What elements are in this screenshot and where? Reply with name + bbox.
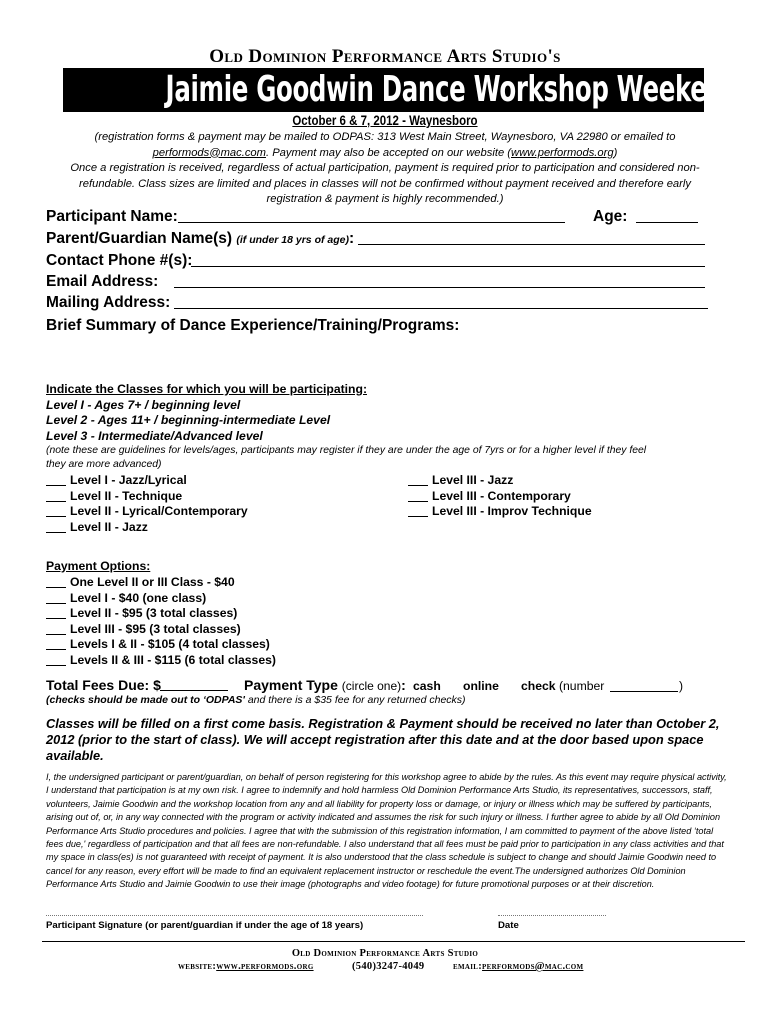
intro-website-link[interactable]: www.performods.org — [511, 146, 614, 159]
signature-label: Participant Signature (or parent/guardian if under the age of 18 years) — [46, 920, 364, 931]
footer-website-link[interactable]: www.performods.org — [216, 961, 314, 972]
footer-divider — [42, 941, 745, 942]
class-checkbox[interactable] — [408, 485, 428, 486]
payment-checkbox[interactable] — [46, 587, 66, 588]
class-option[interactable]: Level I - Jazz/Lyrical — [46, 473, 187, 487]
class-checkbox[interactable] — [46, 532, 66, 533]
intro-text: (registration forms & payment may be mailed to ODPAS: 313 West Main Street, Waynesboro, VA 22980 or emailed to performods@mac.com. Payment may also be accepted on our website (www.performods.org) Once a registration is received, regardless of actual participation, payment is required prior to participation and considered non-refundable. Class sizes are limited and places in classes will not be confirmed without payment received and therefore early registration & payment is highly recommended.) — [70, 131, 700, 205]
payment-option[interactable]: Levels II & III - $115 (6 total classes) — [46, 653, 276, 667]
check-number-field[interactable] — [610, 691, 678, 692]
level-guide-2: Level 2 - Ages 11+ / beginning-intermediate Level — [46, 413, 331, 427]
footer-email: email:performods@mac.com — [453, 961, 584, 972]
class-option[interactable]: Level III - Jazz — [408, 473, 513, 487]
class-checkbox[interactable] — [408, 516, 428, 517]
payment-option[interactable]: Level II - $95 (3 total classes) — [46, 606, 237, 620]
class-option[interactable]: Level II - Lyrical/Contemporary — [46, 504, 248, 518]
class-checkbox[interactable] — [408, 501, 428, 502]
class-option[interactable]: Level II - Jazz — [46, 520, 148, 534]
payment-option[interactable]: Level III - $95 (3 total classes) — [46, 622, 241, 636]
payment-checkbox[interactable] — [46, 634, 66, 635]
classes-heading: Indicate the Classes for which you will be participating: — [46, 382, 367, 396]
class-checkbox[interactable] — [46, 485, 66, 486]
phone-label: Contact Phone #(s): — [46, 252, 193, 269]
footer-phone: (540)3247-4049 — [352, 961, 425, 972]
payment-option[interactable]: Level I - $40 (one class) — [46, 591, 206, 605]
payment-checkbox[interactable] — [46, 618, 66, 619]
age-label: Age: — [593, 208, 628, 225]
online-option[interactable]: online — [463, 679, 499, 693]
class-option[interactable]: Level III - Contemporary — [408, 489, 571, 503]
guardian-label: Parent/Guardian Name(s) (if under 18 yrs of age): — [46, 230, 355, 247]
total-fees-field[interactable] — [160, 690, 228, 691]
payment-checkbox[interactable] — [46, 665, 66, 666]
phone-field[interactable] — [191, 266, 705, 267]
date-label: Date — [498, 920, 519, 931]
deadline-notice: Classes will be filled on a first come basis. Registration & Payment should be received no later than October 2, 2012 (prior to the start of class). We will accept registration after this date and at the door based upon space available. — [46, 716, 720, 763]
date-field[interactable] — [498, 915, 606, 916]
workshop-title-banner — [63, 68, 741, 112]
check-option[interactable]: check (number — [521, 679, 605, 693]
cash-option[interactable]: cash — [413, 679, 441, 693]
participant-name-field[interactable] — [178, 222, 565, 223]
intro-email-link[interactable]: performods@mac.com — [152, 146, 266, 159]
signature-field[interactable] — [46, 915, 423, 916]
class-checkbox[interactable] — [46, 501, 66, 502]
class-option[interactable]: Level III - Improv Technique — [408, 504, 592, 518]
check-close-paren: ) — [679, 679, 684, 693]
class-checkbox[interactable] — [46, 516, 66, 517]
payment-type-label: Payment Type (circle one): — [244, 677, 406, 693]
level-guide-1: Level I - Ages 7+ / beginning level — [46, 398, 241, 412]
check-note: (checks should be made out to ‘ODPAS' and there is a $35 fee for any returned checks) — [46, 694, 466, 706]
event-date: October 6 & 7, 2012 - Waynesboro — [292, 112, 478, 128]
mailing-label: Mailing Address: — [46, 294, 171, 311]
participant-name-label: Participant Name: — [46, 208, 178, 225]
guardian-field[interactable] — [358, 244, 705, 245]
level-guide-3: Level 3 - Intermediate/Advanced level — [46, 429, 263, 443]
email-field[interactable] — [174, 287, 705, 288]
payment-option[interactable]: One Level II or III Class - $40 — [46, 575, 235, 589]
email-label: Email Address: — [46, 273, 159, 290]
payment-heading: Payment Options: — [46, 559, 151, 573]
footer-studio: Old Dominion Performance Arts Studio — [291, 948, 479, 959]
payment-option[interactable]: Levels I & II - $105 (4 total classes) — [46, 637, 270, 651]
studio-title: Old Dominion Performance Arts Studio's — [209, 46, 561, 67]
footer-email-link[interactable]: performods@mac.com — [482, 961, 584, 972]
payment-checkbox[interactable] — [46, 603, 66, 604]
class-option[interactable]: Level II - Technique — [46, 489, 182, 503]
experience-label: Brief Summary of Dance Experience/Training/Programs: — [46, 317, 460, 334]
total-fees-label: Total Fees Due: $ — [46, 677, 161, 693]
age-field[interactable] — [636, 222, 698, 223]
levels-note: (note these are guidelines for levels/ages, participants may register if they are under the age of 7yrs or for a higher level if they feel they are more advanced) — [46, 445, 647, 470]
liability-waiver: I, the undersigned participant or parent/guardian, on behalf of person registering for this workshop agree to abide by the rules. As this event may require physical activity, I understand that participation is at my own risk. I agree to indemnify and hold harmless Old Dominion Performance Arts Studio, its representatives, successors, staff, volunteers, Jaimie Goodwin and the workshop location from any and all liability for property loss or damage, or injury or illness which may be suffered by participants, arising out of, or, in any way connected with the program or activity indicated and assumes the risk for such injury or illness. I further agree to abide by all Old Dominion Performance Arts Studio procedures and policies. I agree that with the submission of this registration information, I am committed to payment of the above listed ‘total fees due,' regardless of participation and that all fees are non-refundable. I also understand that all fees must be paid prior to participation in any class activities and that my space in class(es) is not guaranteed with receipt of payment. It is also understood that the class schedule is subject to change and should Jaimie Goodwin need to cancel for any reason, every effort will be made to find an equivalent replacement instructor or reschedule the event.The undersigned authorizes Old Dominion Performance Arts Studio and Jaimie Goodwin to use their image (photographs and video footage) for future promotional purposes or at their discretion. — [46, 772, 727, 890]
mailing-field[interactable] — [174, 308, 708, 309]
payment-checkbox[interactable] — [46, 649, 66, 650]
footer-website: website:www.performods.org — [178, 961, 314, 972]
workshop-title: Jaimie Goodwin Dance Workshop Weekend — [165, 69, 741, 110]
